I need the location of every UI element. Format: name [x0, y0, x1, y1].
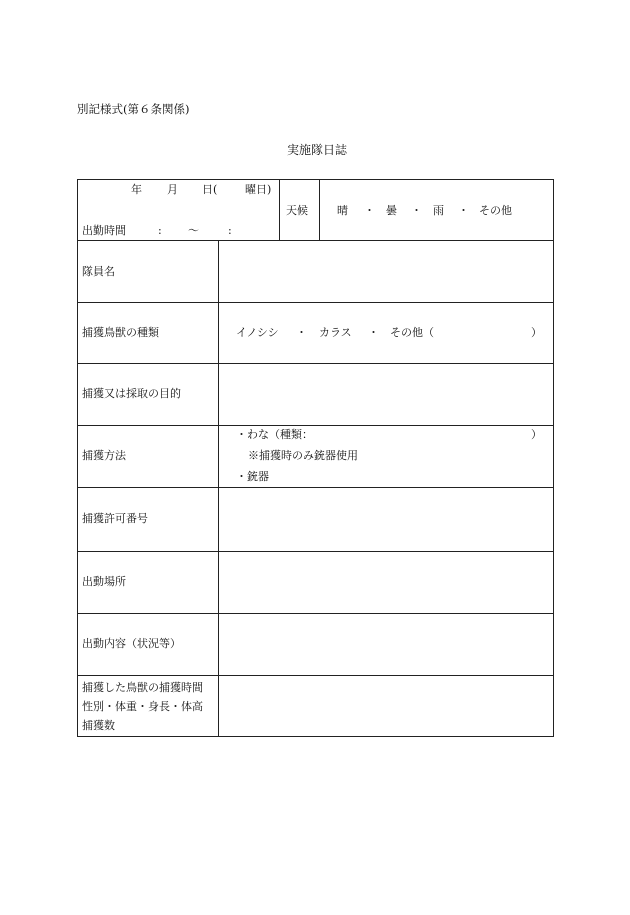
day-label: 日(	[202, 183, 218, 196]
year-label: 年	[131, 183, 142, 196]
purpose-label: 捕獲又は採取の目的	[82, 387, 181, 400]
weather-option-other: その他	[479, 204, 512, 217]
weather-label: 天候	[286, 204, 308, 217]
species-option-boar: イノシシ	[236, 326, 279, 339]
weather-option-rain: 雨	[433, 204, 444, 217]
capture-details-line-3: 捕獲数	[82, 719, 115, 732]
species-option-other: その他（	[390, 326, 434, 339]
weather-separator: ・	[411, 204, 422, 217]
species-separator: ・	[296, 326, 307, 339]
capture-details-line-2: 性別・体重・身長・体高	[82, 700, 203, 713]
members-label: 隊員名	[82, 265, 115, 278]
dispatch-content-label: 出動内容（状況等）	[82, 637, 181, 650]
species-separator: ・	[368, 326, 379, 339]
time-colon-end: :	[228, 224, 232, 237]
method-gun: ・銃器	[236, 470, 269, 483]
species-label: 捕獲鳥獣の種類	[82, 326, 159, 339]
weather-option-sunny: 晴	[337, 204, 348, 217]
time-colon-start: :	[158, 224, 162, 237]
method-trap-close: ）	[531, 428, 542, 441]
species-other-close: ）	[531, 326, 542, 339]
method-note: ※捕獲時のみ銃器使用	[248, 449, 358, 462]
weather-option-cloudy: 曇	[386, 204, 397, 217]
weather-separator: ・	[458, 204, 469, 217]
page-title: 実施隊日誌	[287, 143, 348, 157]
weather-separator: ・	[364, 204, 375, 217]
species-option-crow: カラス	[319, 326, 352, 339]
month-label: 月	[167, 183, 178, 196]
work-time-label: 出勤時間	[82, 224, 126, 237]
weekday-label: 曜日)	[245, 183, 272, 196]
capture-details-line-1: 捕獲した鳥獣の捕獲時間	[82, 681, 203, 694]
dispatch-place-label: 出動場所	[82, 575, 126, 588]
time-tilde: 〜	[188, 224, 199, 237]
method-label: 捕獲方法	[82, 449, 126, 462]
form-reference: 別記様式(第６条関係)	[77, 102, 190, 116]
method-trap: ・わな（種類：	[236, 428, 313, 441]
permit-number-label: 捕獲許可番号	[82, 512, 148, 525]
